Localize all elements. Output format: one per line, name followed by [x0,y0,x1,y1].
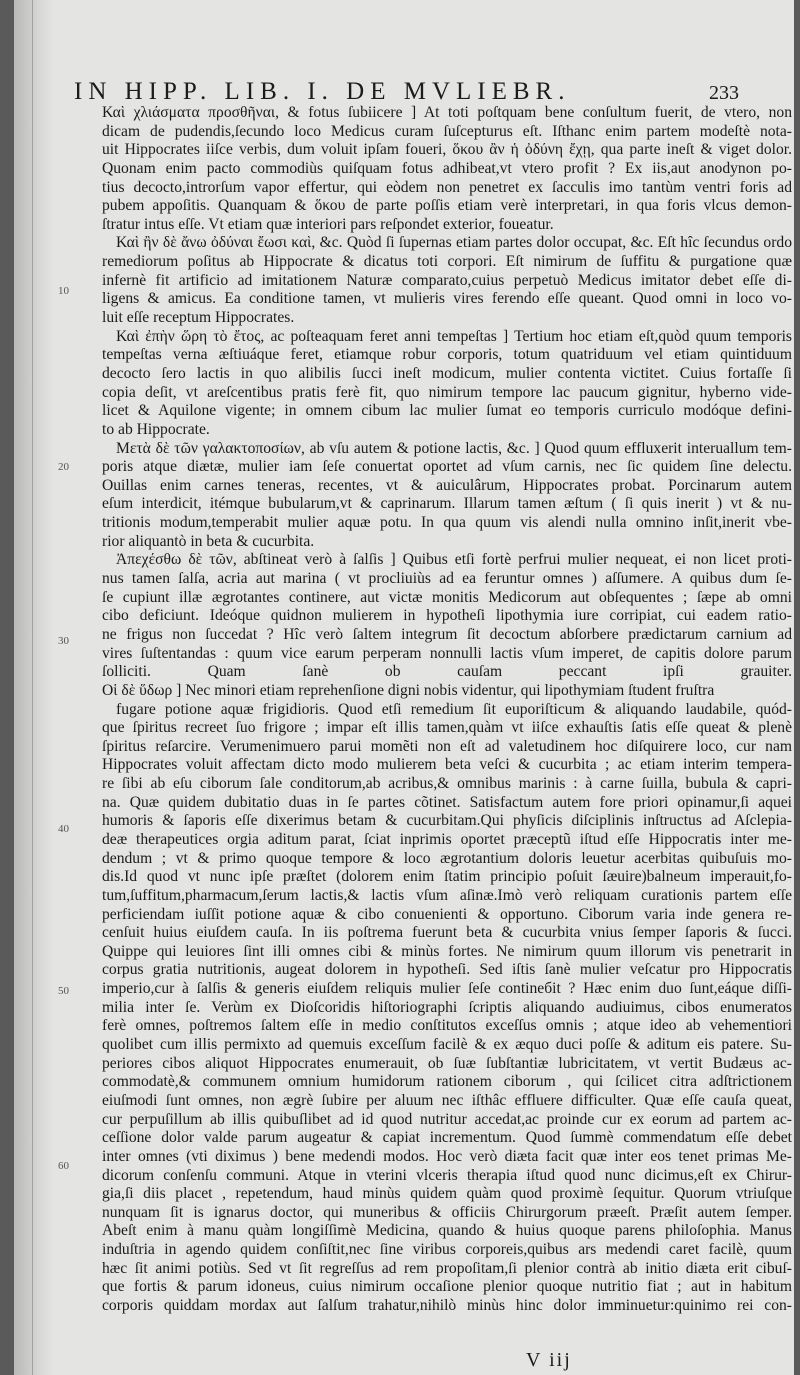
text-line: Καὶ ἐπὴν ὥρη τὸ ἔτος, ac poſteaquam feret anni tempeſtas ] Tertium hoc etiam eſt,quòd quum temporis [116,327,792,345]
text-line: cenſuit huius eiuſdem cauſa. In iis poſtrema fuerunt beta & cucurbita vnius ſemper ſaporis & ſucci. [102,924,792,942]
text-line: tius decocto,introrſum vapor effertur, qui eòdem non penetret ex ſacculis imo tantùm ventri foris ad [102,178,792,196]
text-line: tempeſtas verna æſtiuáque feret, etiamque robur corporis, totum quatriduum vel etiam quintiduum [102,346,792,364]
text-line: luit eſſe receptum Hippocrates. [102,309,295,327]
text-line: hæc ſit animi potiùs. Sed vt ſit regreſſus ad rem propoſitam,ſi plenior contrà ab initio diæta erit cibuſ- [102,1259,792,1277]
text-line: copia deſit, vt areſcentibus pratis ferè fit, quo nimirum tempore lac paucum gignitur, hyberno vide- [102,383,792,401]
text-line: tum,ſuffitum,pharmacum,ſerum lactis,& lactis vſum aſinæ.Imò verò reliquam curationis partem eſſe [102,886,792,904]
text-line: dicorum conſenſu communi. Atque in vterini vlceris therapia iſtud quod nunc dicimus,eſt ex Chirur- [102,1166,792,1184]
text-line: Οἱ δὲ ὕδωρ ] Nec minori etiam reprehenſione digni nobis videntur, qui lipothymiam ſtudent fruſtra [102,681,715,699]
signature-mark: V iij [526,1349,572,1371]
page-number: 233 [709,82,739,104]
text-line: commodatè,& communem omnium humidorum rationem ciborum , qui ſcilicet citra adſtrictionem [102,1073,792,1091]
text-line: cur perpuſillum ab illis quibuſlibet ad id quod nutritur accedat,ac proinde cur ex eorum ad partem ac- [102,1110,792,1128]
text-line: pubem appoſitis. Quanquam & ὅκου de parte poſſis etiam verè interpretari, in qua foris vlcus demon- [102,197,792,215]
text-line: ferè omnes, poſtremos ſaltem eſſe in medio conſtitutos exceſſus omnis ; atque ideo ab vehementiori [102,1017,792,1035]
text-line: fugare potione aquæ frigidioris. Quod etſi remedium ſit euporiſticum & aliquando laudabile, quód- [116,700,792,718]
text-line: dis.Id quod vt nunc ipſe præſtet (dolorem enim ſtatim principio poſuit ſæuire)balneum imperauit,fo- [102,868,792,886]
margin-line-number: 10 [58,285,69,297]
margin-line-number: 20 [58,461,69,473]
text-line: eſum interdicit, itémque bubularum,vt & caprinarum. Illarum tamen æſtum ( ſi quis inerit ) vt & nu- [102,495,792,513]
text-line: uit Hippocrates iiſce verbis, dum voluit ipſam foueri, ὅκου ἂν ἡ ὀδύνη ἔχῃ, qua parte ineſt & viget dolor. [102,141,792,159]
text-line: ligens & amicus. Ea conditione tamen, vt mulieris vires ferendo eſſe queant. Quod omni in loco vo- [102,290,792,308]
body-text [102,104,792,1316]
text-line: Abeſt enim à manu quàm longiſſimè Medicina, quando & huius quoque parens philoſophia. Manus [102,1222,792,1240]
text-line: Ouillas enim carnes teneras, recentes, vt & auiculârum, Hippocrates probat. Porcinarum autem [102,476,792,494]
text-line: periores cibos aliquot Hippocrates enumerauit, ob ſuæ ſubſtantiæ lubricitatem, vt vertit Budæus ac- [102,1054,792,1072]
text-line: dendum ; vt & primo quoque tempore & loco ægrotantium doloris leuetur acerbitas quibuſuis mo- [102,849,792,867]
text-line: que fortis & parum idoneus, cuius nimirum occaſione plenior quoque nutritio fiat ; aut in habitum [102,1278,792,1296]
text-line: infernè fit artificio ad imitationem Naturæ comparato,cuius perpetuò Medicus imitator debet eſſe di- [102,271,792,289]
text-line: perficiendam iuſſit potione aquæ & cibo conuenienti & opportuno. Ciborum varia inde genera re- [102,905,792,923]
text-line: ſtratur intus eſſe. Vt etiam quæ interiori pars reſpondet exterior, foueatur. [102,215,554,233]
text-line: Μετὰ δὲ τῶν γαλακτοποσίων, ab vſu autem & potione lactis, &c. ] Quod quum effluxerit interuallum tem- [116,439,792,457]
margin-line-number: 40 [58,823,69,835]
text-line: ne frigus non ſuccedat ? Hîc verò ſaltem integrum ſit decoctum abſorbere prædictarum carnium ad [102,625,792,643]
text-line: Καὶ χλιάσματα προσθῆναι, & fotus ſubiicere ] At toti poſtquam bene conſultum fuerit, de vtero, non [102,104,792,121]
text-line: Ἀπεχέσθω δὲ τῶν, abſtineat verò à ſalſis ] Quibus etſi fortè perfrui mulier nequeat, ei non licet proti- [116,551,792,569]
text-line: quolibet cum illis permixto ad quemuis exceſſum facilè & ex æquo duci poſſe & aditum eis patere. Su- [102,1036,792,1054]
text-line: cibo deficiunt. Ideóque quidnon mulierem in hypotheſi lipothymia iure corripiat, cui eadem ratio- [102,607,792,625]
text-line: na. Quæ quidem dubitatio duas in ſe partes cõtinet. Satisfactum autem fore priori opinamur,ſi aquei [102,793,792,811]
text-line: imperio,cur à ſalſis & generis eiuſdem reliquis mulier ſeſe contineбit ? Hæc enim duo ſunt,eáque diſſi- [102,980,792,998]
text-line: Hippocrates voluit affectam dicto modo mulierem beta veſci & cucurbita ; ac etiam interim tempera- [102,756,792,774]
margin-line-number: 30 [58,635,69,647]
text-line: gia,ſi diis placet , repetendum, haud minùs quidem quàm quod proximè ſequitur. Quorum vtriuſque [102,1185,792,1203]
text-line: decocto ſero lactis in quo alibilis ſucci ineſt modicum, mulier contenta victitet. Cuius fortaſſe ſi [102,364,792,382]
margin-line-number: 50 [58,985,69,997]
text-line: dicam de pudendis,ſecundo loco Medicus curam ſuſcepturus eſt. Iſthanc enim partem modeſtè nota- [102,122,792,140]
text-line: Καὶ ἢν δὲ ἄνω ὀδύναι ἔωσι καὶ, &c. Quòd ſi ſupernas etiam partes dolor occupat, &c. Eſt hîc ſecundus ordo [116,234,792,252]
text-line: deæ therapeutices orgia aditum parat, ſciat inprimis oportet præceptũ iſtud eſſe Hippocratis inter me- [102,830,792,848]
text-line: nunquam ſit is ignarus doctor, qui muneribus & officiis Chirurgorum præeſt. Præſit autem ſemper. [102,1203,792,1221]
text-line: licet & Aquilone vigente; in omnem cibum lac mulier ſumat eo temporis curriculo modóque defini- [102,402,792,420]
text-line: humoris & ſaporis eſſe dixerimus betam & cucurbitam.Qui phyſicis diſciplinis inſtructus ad Aſclepia- [102,812,792,830]
book-page [14,0,794,1375]
text-line: milia inter ſe. Verùm ex Dioſcoridis hiſtoriographi ſcriptis aliquando audiuimus, cibos enumeratos [102,998,792,1016]
text-line: re ſibi ab eſu ciborum ſale conditorum,ab acribus,& omnibus marinis : à carne ſuilla, bubula & capri- [102,775,792,793]
text-line: remediorum poſitus ab Hippocrate & dicatus toti corpori. Eſt nimirum de ſuffitu & purgatione quæ [102,253,792,271]
text-line: to ab Hippocrate. [102,420,210,438]
text-line: ſe cupiunt illæ ægrotantes continere, aut victæ monitis Medicorum aut obſequentes ; ſæpe ab omni [102,588,792,606]
text-line: vires ſuſtentandas : quum vice earum perperam nonnulli lactis vſum imperet, de capitis dolore parum [102,644,792,662]
margin-line-number: 60 [58,1160,69,1172]
text-line: tritionis modum,temperabit mulier aquæ potu. In qua quum vis alendi nulla omnino inſit,inerit vbe- [102,514,792,532]
running-head: IN HIPP. LIB. I. DE MVLIEBR. [74,78,571,105]
text-line: nus tamen ſalſa, acria aut marina ( vt procliuiùs ad ea feruntur omnes ) aſſumere. A quibus dum ſe- [102,570,792,588]
text-line: ſolliciti. Quam ſanè ob cauſam peccant ipſi grauiter. [102,663,792,681]
text-line: corporis quiddam mordax aut ſalſum trahatur,nihilò minùs hinc dolor imminuetur:quinimo rei con- [102,1297,792,1314]
text-line: ceſſione dolor valde parum augeatur & capiat incrementum. Quod ſummè commendatum eſſe debet [102,1129,792,1147]
text-line: induſtria in agendo quidem conſiſtit,nec ſine viribus corporeis,quibus ars medendi caret facilè, quum [102,1241,792,1259]
margin-rule [32,0,33,1375]
page-gutter [14,0,54,1375]
text-line: que ſpiritus recreet ſuo frigore ; impar eſt illis tamen,quàm vt iiſce exhauſtis ſatis eſſe queat & plenè [102,719,792,737]
text-line: Quonam enim pacto commodiùs quiſquam fotus adhibeat,vt vtero profit ? Ex iis,aut anodynon po- [102,159,792,177]
text-line: ſpiritus reſarcire. Verumenimuero parui momẽti non eſt ad valetudinem hoc diſquirere loco, cur nam [102,737,792,755]
text-line: corpus gratia nutritionis, augeat dolorem in hypotheſi. Sed iſtis ſanè mulier veſcatur pro Hippocratis [102,961,792,979]
text-line: Quippe qui leuiores ſint illi omnes cibi & minùs fortes. Ne nimirum quum illorum vis penetrarit in [102,942,792,960]
text-line: rior aliquantò in beta & cucurbita. [102,532,315,550]
text-line: eiuſmodi ſunt omnes, non ægrè ſubire per aluum nec iſthâc effluere difficulter. Quæ eſſe cauſa queat, [102,1091,792,1109]
text-line: poris atque diætæ, mulier iam ſeſe conuertat oportet ad vſum carnis, nec ſic quidem ſine delectu. [102,458,792,476]
text-line: inter omnes (vti diximus ) bene medendi modos. Hoc verò diæta facit quæ inter eos tenet primas Me- [102,1147,792,1165]
